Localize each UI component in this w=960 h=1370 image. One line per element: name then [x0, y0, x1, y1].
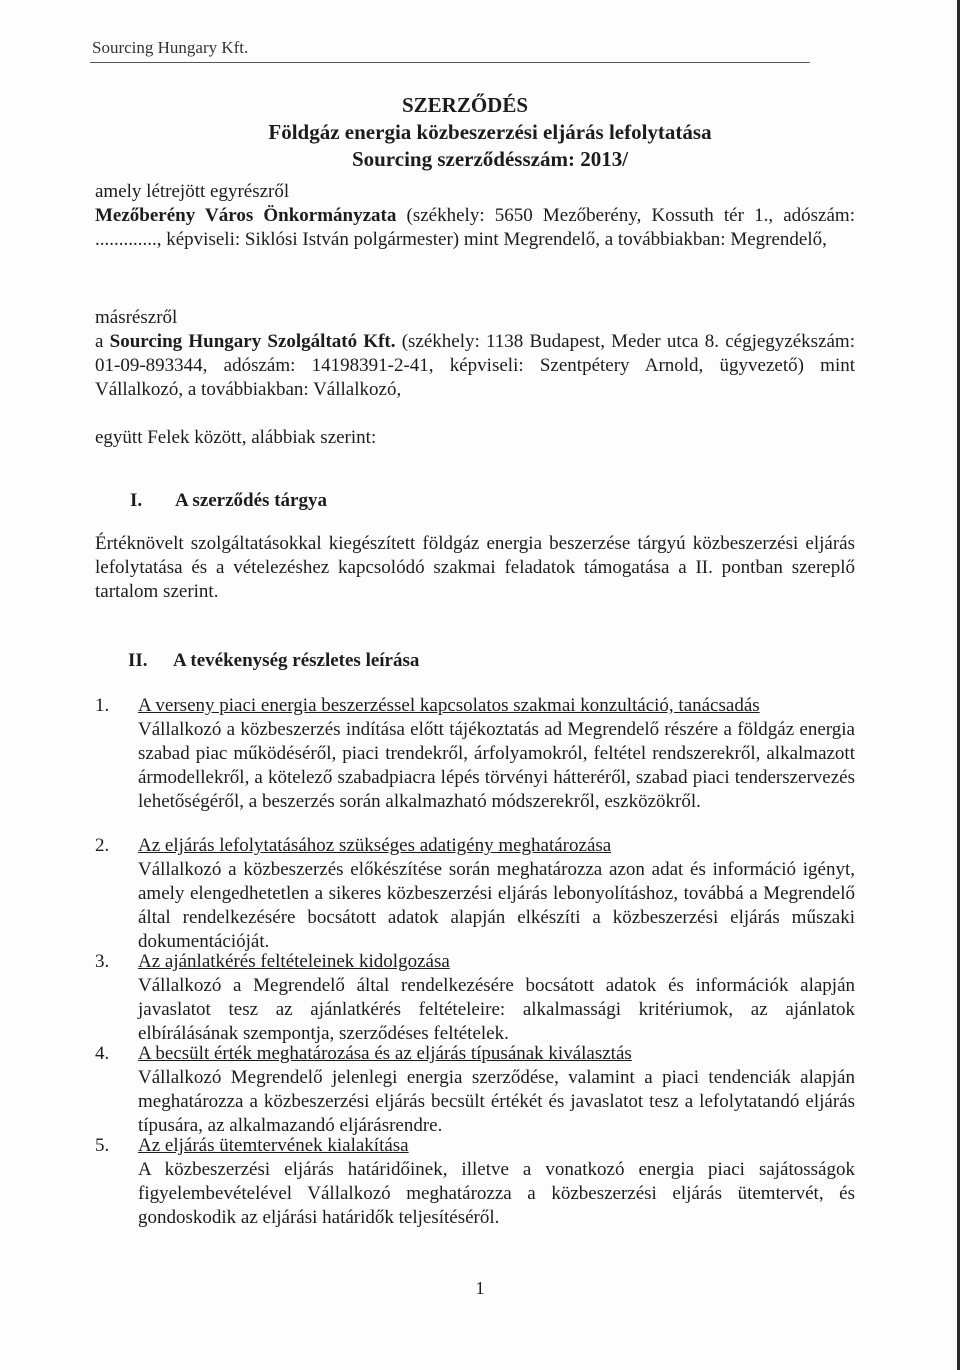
item-title: Az eljárás lefolytatásához szükséges adatigény meghatározása	[138, 835, 612, 856]
title-line-1: SZERZŐDÉS	[401, 93, 529, 117]
section-1-number: I.	[130, 490, 143, 511]
section-2-title: A tevékenység részletes leírása	[173, 650, 420, 671]
item-number: 2.	[95, 835, 110, 856]
intro-paragraph-3: együtt Felek között, alábbiak szerint:	[95, 427, 377, 448]
item-number: 5.	[95, 1135, 110, 1156]
item-number: 4.	[95, 1043, 110, 1064]
item-text: Vállalkozó Megrendelő jelenlegi energia szerződése, valamint a piaci tendenciák alapján meghatározza a közbeszerzési eljárás becsült értékét és javaslatot tesz a lefolytatandó eljárás típusára, az alkalmazandó eljárásrendre.	[138, 1067, 855, 1136]
intro-p1-rest: (székhely: 5650 Mezőberény, Kossuth tér 1., adószám: ............., képviseli: Siklósi István polgármester) mint Megrendelő, a továbbiakban: Megrendelő,	[95, 205, 855, 250]
section-1-title: A szerződés tárgya	[175, 490, 327, 511]
item-title: A verseny piaci energia beszerzéssel kapcsolatos szakmai konzultáció, tanácsadás	[138, 695, 760, 716]
party-megrendelo: Mezőberény Város Önkormányzata	[95, 205, 397, 226]
item-title: Az eljárás ütemtervének kialakítása	[138, 1135, 409, 1156]
section-2-heading	[128, 650, 419, 672]
list-item	[95, 1042, 855, 1138]
item-title: A becsült érték meghatározása és az eljárás típusának kiválasztás	[138, 1043, 632, 1064]
intro-lead-1: amely létrejött egyrészről	[95, 181, 290, 202]
section-1-heading	[130, 490, 327, 512]
intro-lead-2: másrészről	[95, 307, 178, 328]
item-text: Vállalkozó a közbeszerzés előkészítése során meghatározza azon adat és információ igényt, amely elengedhetetlen a sikeres közbeszerzési eljárás lebonyolításhoz, továbbá a Megrendelő által rendelkezésére bocsátott adatok alapján elkészíti a közbeszerzési eljárás műszaki dokumentációját.	[138, 859, 855, 952]
item-text: Vállalkozó a Megrendelő által rendelkezésére bocsátott adatok és információk alapján javaslatot tesz az ajánlatkérés feltételeire: alkalmassági kritériumok, az ajánlatok elbírálásának szempontja, szerződéses feltételek.	[138, 975, 855, 1044]
item-number: 1.	[95, 695, 110, 716]
list-item	[95, 694, 855, 814]
intro-paragraph-2	[95, 306, 855, 402]
list-item	[95, 950, 855, 1046]
title-line-3: Sourcing szerződésszám: 2013/	[351, 147, 629, 171]
document-title-block	[0, 92, 960, 173]
page-number: 1	[475, 1278, 485, 1298]
intro-paragraph-1	[95, 180, 855, 252]
section-2-number: II.	[128, 650, 148, 671]
item-number: 3.	[95, 951, 110, 972]
party-vallalkozo: Sourcing Hungary Szolgáltató Kft.	[109, 331, 396, 352]
item-text: A közbeszerzési eljárás határidőinek, illetve a vonatkozó energia piaci sajátosságok figyelembevételével Vállalkozó meghatározza a közbeszerzési eljárás ütemtervét, és gondoskodik az eljárási határidők teljesítéséről.	[138, 1159, 855, 1228]
list-item	[95, 1134, 855, 1230]
list-item	[95, 834, 855, 954]
header-rule	[90, 62, 810, 63]
item-title: Az ajánlatkérés feltételeinek kidolgozása	[138, 951, 450, 972]
title-line-2: Földgáz energia közbeszerzési eljárás lefolytatása	[268, 120, 712, 144]
intro-p2-a: a	[95, 331, 110, 352]
intro-p2-rest: (székhely: 1138 Budapest, Meder utca 8. cégjegyzékszám: 01-09-893344, adószám: 14198391-2-41, képviseli: Szentpétery Arnold, ügyvezető) mint Vállalkozó, a továbbiakban: Vállalkozó,	[95, 331, 855, 400]
section-1-text: Értéknövelt szolgáltatásokkal kiegészített földgáz energia beszerzése tárgyú közbeszerzési eljárás lefolytatása és a vételezéshez kapcsolódó szakmai feladatok támogatása a II. pontban szereplő tartalom szerint.	[95, 533, 855, 602]
item-text: Vállalkozó a közbeszerzés indítása előtt tájékoztatás ad Megrendelő részére a földgáz energia szabad piac működéséről, piaci trendekről, árfolyamokról, feltétel rendszerekről, alkalmazott ármodellekről, a kötelező szabadpiacra lépés törvényi hátteréről, szabad piaci tenderszervezés lehetőségéről, a beszerzés során alkalmazható módszerekről, eszközökről.	[138, 719, 855, 812]
header-company: Sourcing Hungary Kft.	[92, 38, 249, 57]
